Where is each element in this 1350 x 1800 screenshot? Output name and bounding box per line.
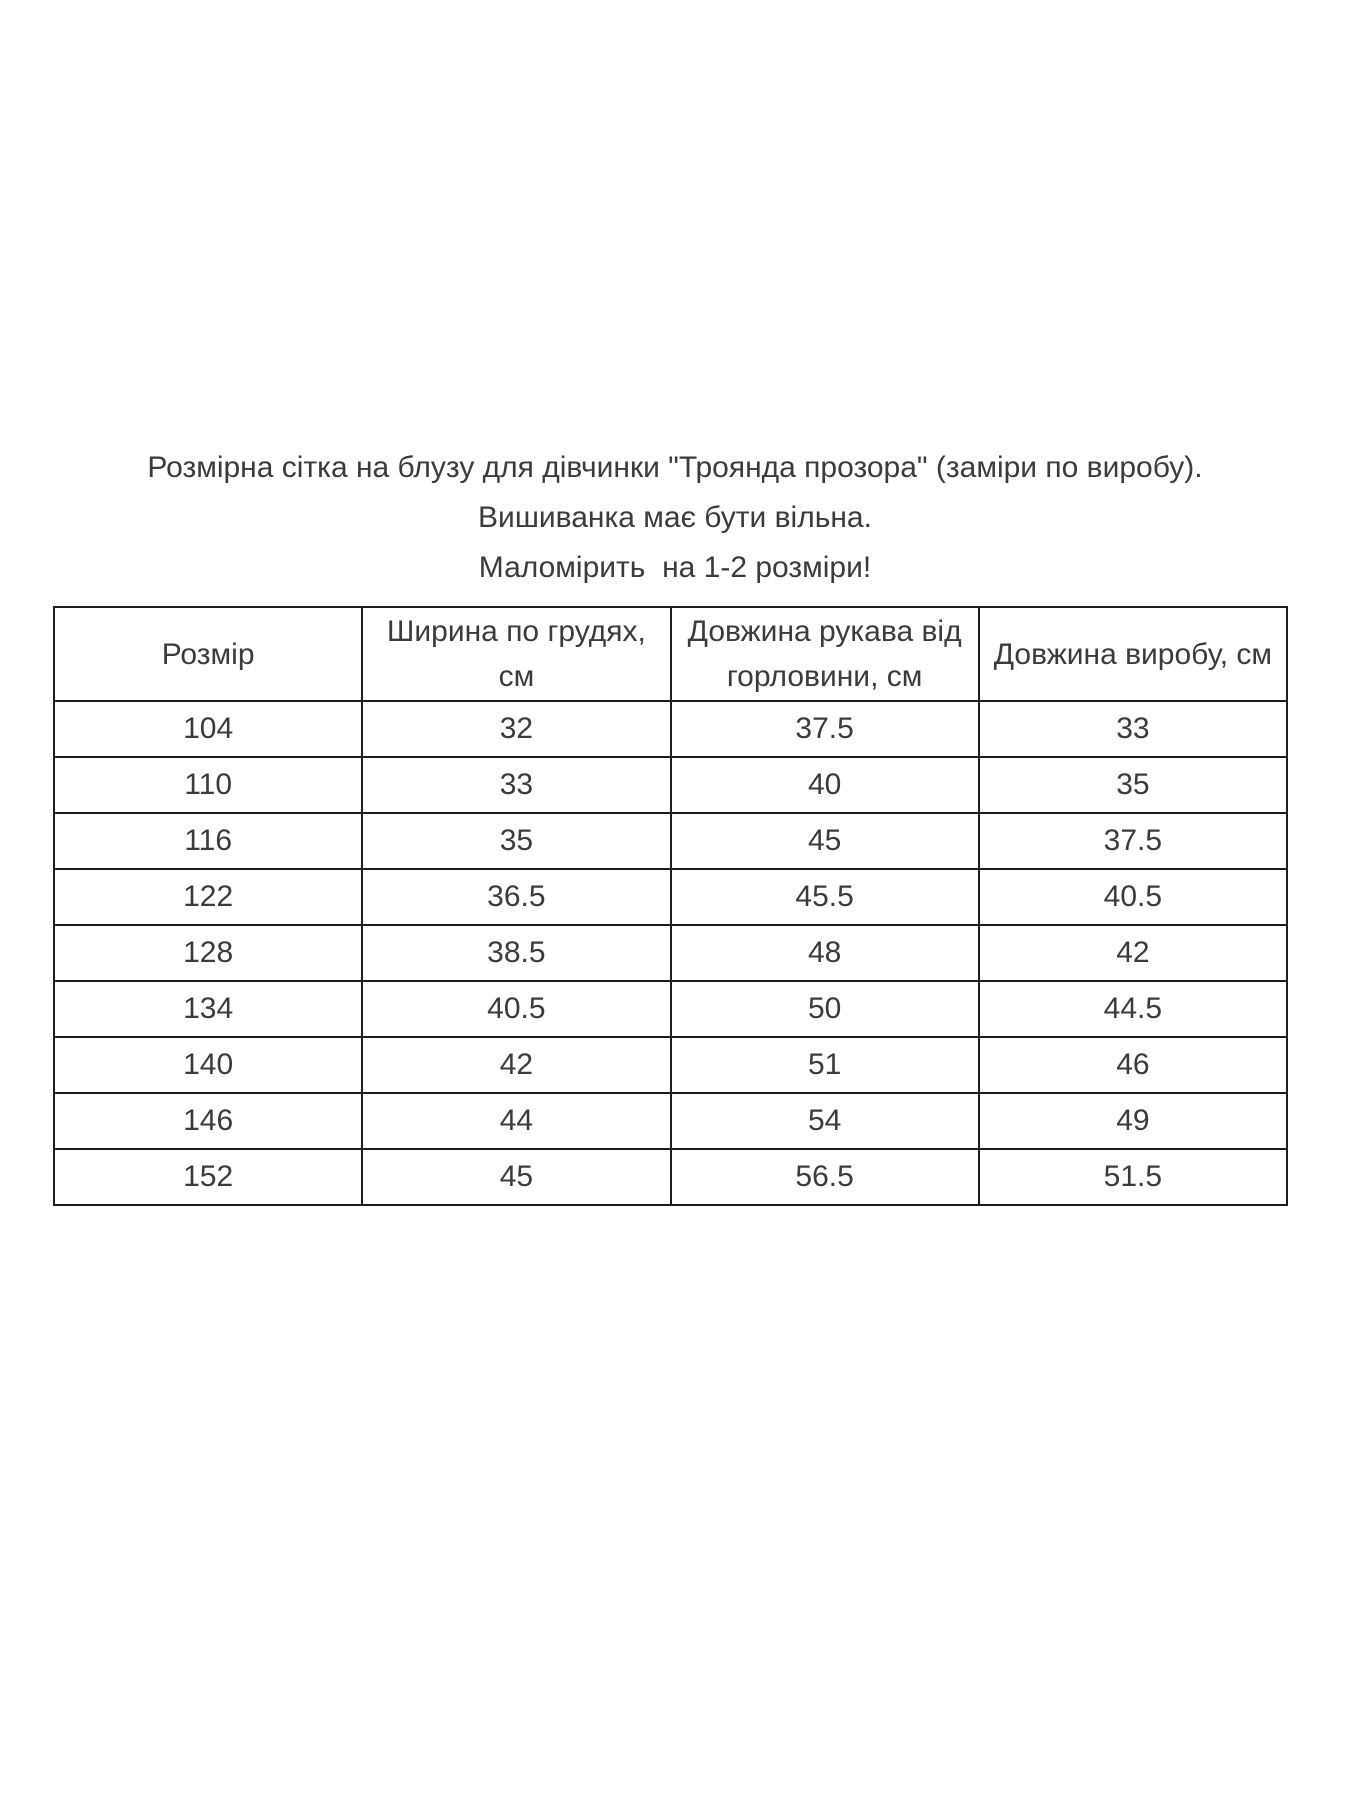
chest-width-cell: 40.5: [362, 981, 670, 1037]
sleeve-length-cell: 40: [671, 757, 979, 813]
size-cell: 146: [54, 1093, 362, 1149]
title-block: [0, 443, 1350, 593]
table-row: [54, 701, 1287, 757]
product-length-cell: 33: [979, 701, 1287, 757]
product-length-cell: 35: [979, 757, 1287, 813]
size-cell: 134: [54, 981, 362, 1037]
chest-width-cell: 33: [362, 757, 670, 813]
size-cell: 116: [54, 813, 362, 869]
sleeve-length-cell: 56.5: [671, 1149, 979, 1205]
product-length-cell: 46: [979, 1037, 1287, 1093]
column-header-product-length: Довжина виробу, см: [979, 607, 1287, 701]
title-line-sizing-warning: Маломірить на 1-2 розміри!: [478, 551, 872, 584]
header-row: [54, 607, 1287, 701]
chest-width-cell: 32: [362, 701, 670, 757]
sleeve-length-cell: 51: [671, 1037, 979, 1093]
sleeve-length-cell: 45: [671, 813, 979, 869]
table-row: [54, 1037, 1287, 1093]
product-length-cell: 40.5: [979, 869, 1287, 925]
product-length-cell: 37.5: [979, 813, 1287, 869]
size-table-header: [54, 607, 1287, 701]
chest-width-cell: 36.5: [362, 869, 670, 925]
table-row: [54, 981, 1287, 1037]
table-row: [54, 1149, 1287, 1205]
size-cell: 122: [54, 869, 362, 925]
table-row: [54, 1093, 1287, 1149]
title-line-main: Розмірна сітка на блузу для дівчинки "Троянда прозора" (заміри по виробу).: [147, 451, 1203, 484]
size-cell: 140: [54, 1037, 362, 1093]
column-header-size: Розмір: [54, 607, 362, 701]
table-row: [54, 757, 1287, 813]
size-cell: 110: [54, 757, 362, 813]
column-header-sleeve-length: Довжина рукава від горловини, см: [671, 607, 979, 701]
sleeve-length-cell: 54: [671, 1093, 979, 1149]
chest-width-cell: 42: [362, 1037, 670, 1093]
size-cell: 128: [54, 925, 362, 981]
chest-width-cell: 38.5: [362, 925, 670, 981]
product-length-cell: 42: [979, 925, 1287, 981]
product-length-cell: 51.5: [979, 1149, 1287, 1205]
title-line-fit-note: Вишиванка має бути вільна.: [478, 501, 872, 534]
size-table-body: [54, 701, 1287, 1205]
chest-width-cell: 45: [362, 1149, 670, 1205]
table-row: [54, 925, 1287, 981]
size-cell: 104: [54, 701, 362, 757]
chest-width-cell: 44: [362, 1093, 670, 1149]
table-row: [54, 869, 1287, 925]
sleeve-length-cell: 50: [671, 981, 979, 1037]
product-length-cell: 44.5: [979, 981, 1287, 1037]
table-row: [54, 813, 1287, 869]
size-table: [53, 606, 1288, 1206]
column-header-chest-width: Ширина по грудях, см: [362, 607, 670, 701]
product-length-cell: 49: [979, 1093, 1287, 1149]
chest-width-cell: 35: [362, 813, 670, 869]
sleeve-length-cell: 48: [671, 925, 979, 981]
sleeve-length-cell: 45.5: [671, 869, 979, 925]
sleeve-length-cell: 37.5: [671, 701, 979, 757]
size-cell: 152: [54, 1149, 362, 1205]
